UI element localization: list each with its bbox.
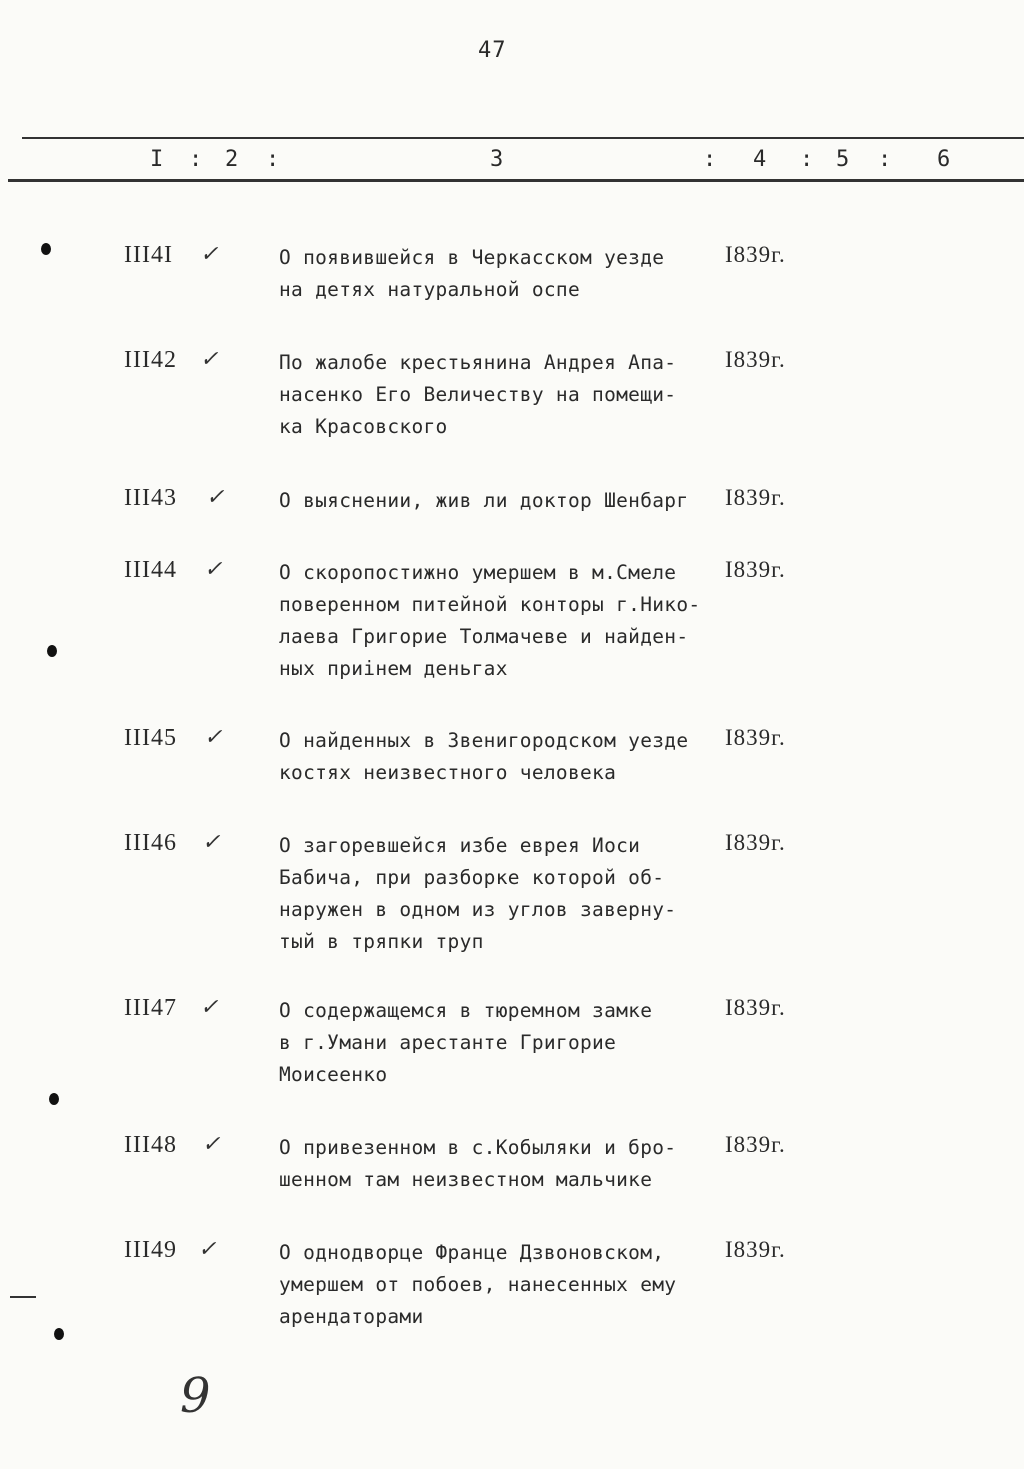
description-line: поверенном питейной конторы г.Нико- (279, 593, 701, 616)
description-line: ных приiнем деньгах (279, 657, 508, 680)
entry-number: III48 (124, 1132, 177, 1158)
entry-year: I839г. (725, 485, 786, 510)
check-mark: ✓ (204, 557, 223, 582)
column-separator: : (703, 147, 717, 172)
entry-number: III44 (124, 557, 177, 583)
column-separator: : (878, 147, 892, 172)
column-header: 2 (225, 147, 239, 172)
entry-number: III43 (124, 485, 177, 511)
entry-year: I839г. (725, 725, 786, 750)
column-header: I (150, 147, 164, 172)
column-header: 5 (836, 147, 850, 172)
entry-number: III49 (124, 1237, 177, 1263)
description-line: О привезенном в с.Кобыляки и бро- (279, 1136, 677, 1159)
description-line: О содержащемся в тюремном замке (279, 999, 653, 1022)
column-separator: : (266, 147, 280, 172)
handwritten-folio-number: 9 (180, 1368, 211, 1424)
description-line: По жалобе крестьянина Андрея Апа- (279, 351, 677, 374)
punch-hole (47, 645, 57, 657)
page-number: 47 (478, 38, 507, 63)
entry-description (279, 485, 729, 517)
entry-year: I839г. (725, 995, 786, 1020)
description-line: ка Красовского (279, 415, 448, 438)
description-line: шенном там неизвестном мальчике (279, 1168, 653, 1191)
entry-number: III47 (124, 995, 177, 1021)
check-mark: ✓ (202, 830, 221, 855)
description-line: насенко Его Величеству на помещи- (279, 383, 677, 406)
description-line: в г.Умани арестанте Григорие (279, 1031, 617, 1054)
punch-hole (41, 243, 51, 255)
description-line: О скоропостижно умершем в м.Смеле (279, 561, 677, 584)
check-mark: ✓ (200, 995, 219, 1020)
entry-number: III45 (124, 725, 177, 751)
entry-description (279, 830, 729, 958)
check-mark: ✓ (204, 725, 223, 750)
column-header: 3 (490, 147, 504, 172)
description-line: Моисеенко (279, 1063, 388, 1086)
description-line: умершем от побоев, нанесенных ему (279, 1273, 677, 1296)
description-line: О однодворце Франце Дзвоновском, (279, 1241, 665, 1264)
description-line: наружен в одном из углов заверну- (279, 898, 677, 921)
entry-year: I839г. (725, 830, 786, 855)
entry-description (279, 995, 729, 1091)
check-mark: ✓ (198, 1237, 217, 1262)
check-mark: ✓ (200, 347, 219, 372)
description-line: костях неизвестного человека (279, 761, 617, 784)
entry-description (279, 557, 729, 685)
description-line: на детях натуральной оспе (279, 278, 580, 301)
entry-description (279, 725, 729, 789)
column-header-row (0, 147, 1024, 177)
description-line: лаева Григорие Толмачеве и найден- (279, 625, 689, 648)
punch-hole (54, 1328, 64, 1340)
check-mark: ✓ (202, 1132, 221, 1157)
entry-description (279, 242, 729, 306)
column-header: 6 (937, 147, 951, 172)
entry-description (279, 1132, 729, 1196)
header-rule-top (22, 137, 1024, 139)
description-line: О выяснении, жив ли доктор Шенбарг (279, 489, 689, 512)
column-separator: : (800, 147, 814, 172)
entry-number: III42 (124, 347, 177, 373)
entry-year: I839г. (725, 242, 786, 267)
description-line: тый в тряпки труп (279, 930, 484, 953)
entry-number: III46 (124, 830, 177, 856)
entry-description (279, 347, 729, 443)
entry-description (279, 1237, 729, 1333)
description-line: О появившейся в Черкасском уезде (279, 246, 665, 269)
check-mark: ✓ (200, 242, 219, 267)
entry-year: I839г. (725, 347, 786, 372)
description-line: О загоревшейся избе еврея Иоси (279, 834, 641, 857)
description-line: Бабича, при разборке которой об- (279, 866, 665, 889)
check-mark: ✓ (206, 485, 225, 510)
column-header: 4 (753, 147, 767, 172)
description-line: О найденных в Звенигородском уезде (279, 729, 689, 752)
column-separator: : (189, 147, 203, 172)
entry-year: I839г. (725, 557, 786, 582)
header-rule-bottom (8, 179, 1024, 182)
description-line: арендаторами (279, 1305, 424, 1328)
entry-year: I839г. (725, 1237, 786, 1262)
punch-hole (49, 1093, 59, 1105)
margin-dash (10, 1296, 36, 1298)
entry-number: III4I (124, 242, 173, 268)
entry-year: I839г. (725, 1132, 786, 1157)
